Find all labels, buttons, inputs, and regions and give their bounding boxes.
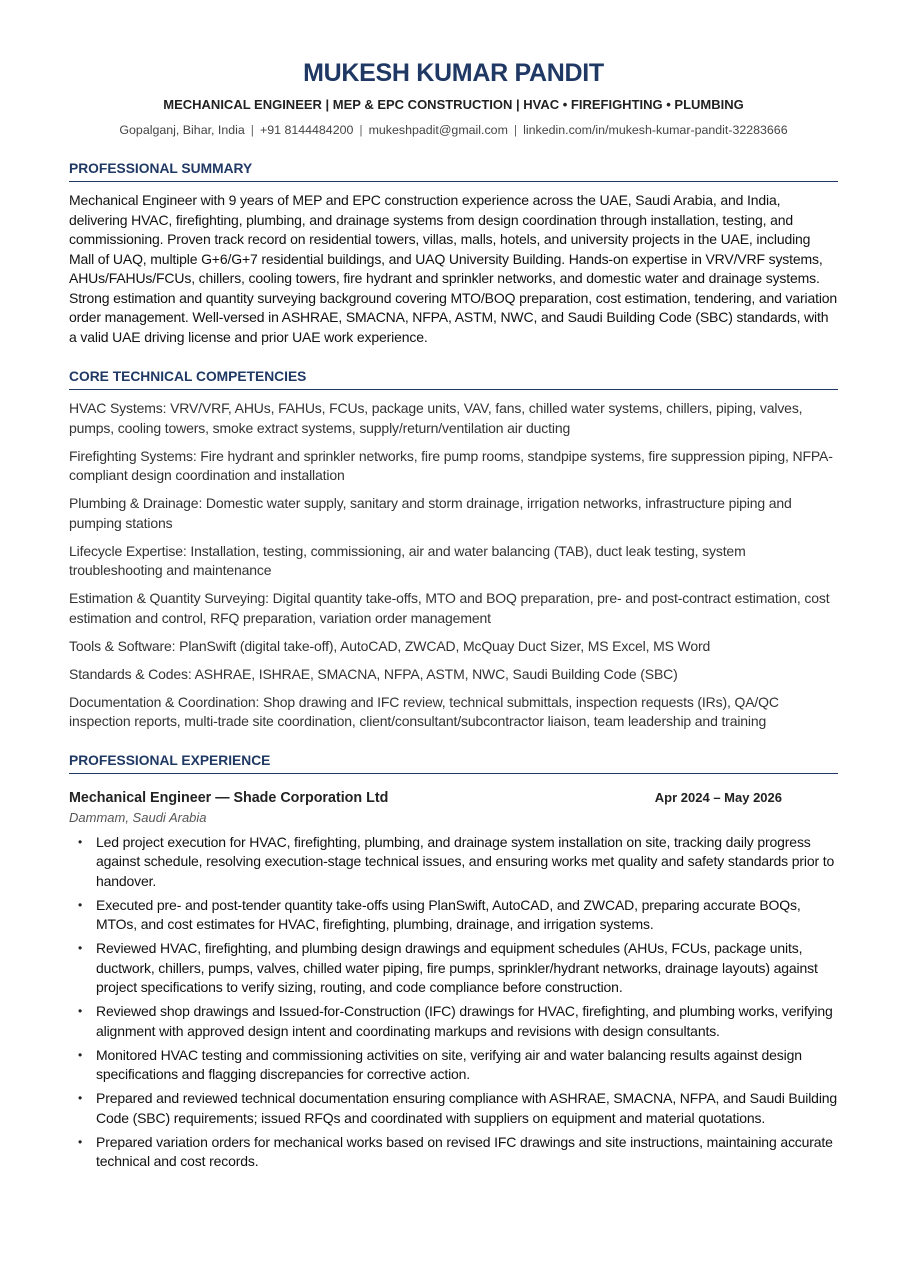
job-bullet-text: Led project execution for HVAC, firefighting, plumbing, and drainage system installation on site, tracking daily progress against schedule, resolving execution-stage technical issues, and ensuring works met quality and safety standards prior to handover. (96, 833, 835, 889)
job-title: Mechanical Engineer — Shade Corporation Ltd (69, 789, 389, 806)
bullet-icon: • (78, 1091, 83, 1105)
bullet-icon: • (78, 941, 83, 955)
competency-item: Plumbing & Drainage: Domestic water supply, sanitary and storm drainage, irrigation networks, infrastructure piping and pumping stations (69, 495, 792, 531)
competency-item: Standards & Codes: ASHRAE, ISHRAE, SMACNA, NFPA, ASTM, NWC, Saudi Building Code (SBC) (69, 665, 678, 682)
bullet-icon: • (78, 897, 83, 912)
job-bullet (69, 833, 838, 892)
job-bullet (69, 1002, 838, 1041)
job-bullet-text: Reviewed HVAC, firefighting, and plumbing design drawings and equipment schedules (AHUs, FCUs, package units, ductwork, chillers, pumps, valves, chilled water piping, fire pumps, sprinkler/hydrant networks, drainage layouts) against project specifications to verify sizing, routing, and code compliance before construction. (96, 940, 818, 995)
experience-heading: PROFESSIONAL EXPERIENCE (69, 752, 838, 774)
contact-location: Gopalganj, Bihar, India (119, 123, 245, 137)
job-bullet-text: Monitored HVAC testing and commissioning activities on site, verifying air and water balancing results against design specifications and flagging discrepancies for corrective action. (96, 1046, 802, 1082)
summary-text: Mechanical Engineer with 9 years of MEP and EPC construction experience across the UAE, Saudi Arabia, and India, delivering HVAC, firefighting, plumbing, and drainage systems from design coordination through installation, testing, and commissioning. Proven track record on residential towers, villas, malls, hotels, and university projects in the UAE, including Mall of UAQ, multiple G+6/G+7 residential buildings, and UAQ University Building. Hands-on expertise in VRV/VRF systems, AHUs/FAHUs/FCUs, chillers, cooling towers, fire hydrant and sprinkler networks, and domestic water and drainage systems. Strong estimation and quantity surveying background covering MTO/BOQ preparation, cost estimation, tendering, and variation order management. Well-versed in ASHRAE, SMACNA, NFPA, ASTM, NWC, and Saudi Building Code (SBC) standards, with a valid UAE driving license and prior UAE work experience. (69, 192, 838, 345)
bullet-icon: • (78, 834, 83, 849)
job-entry (69, 790, 838, 1172)
contact-linkedin[interactable]: linkedin.com/in/mukesh-kumar-pandit-32283666 (523, 123, 788, 137)
job-bullet (69, 1133, 838, 1172)
competency-item: Tools & Software: PlanSwift (digital take-off), AutoCAD, ZWCAD, McQuay Duct Sizer, MS Excel, MS Word (69, 637, 711, 654)
contact-line (69, 122, 838, 138)
summary-heading: PROFESSIONAL SUMMARY (69, 160, 838, 182)
competencies-list (69, 399, 838, 732)
job-bullet (69, 939, 838, 998)
competency-item: HVAC Systems: VRV/VRF, AHUs, FAHUs, FCUs, package units, VAV, fans, chilled water systems, chillers, piping, valves, pumps, cooling towers, smoke extract systems, supply/return/ventilation air ducting (69, 400, 803, 436)
job-bullet (69, 1089, 838, 1128)
job-dates: Apr 2024 – May 2026 (654, 789, 782, 805)
competency-item: Estimation & Quantity Surveying: Digital quantity take-offs, MTO and BOQ preparation, pre- and post-contract estimation, cost estimation and control, RFQ preparation, variation order management (69, 590, 830, 626)
candidate-name: MUKESH KUMAR PANDIT (303, 59, 604, 87)
job-bullet-text: Prepared variation orders for mechanical works based on revised IFC drawings and site instructions, maintaining accurate technical and cost records. (96, 1133, 833, 1169)
job-bullet-text: Reviewed shop drawings and Issued-for-Construction (IFC) drawings for HVAC, firefighting, and plumbing works, verifying alignment with approved design intent and coordinating markups and revisions with design consultants. (96, 1003, 833, 1039)
contact-phone: +91 8144484200 (260, 123, 354, 137)
contact-separator: | (359, 123, 363, 137)
job-bullet (69, 896, 838, 935)
competency-item: Lifecycle Expertise: Installation, testing, commissioning, air and water balancing (TAB), duct leak testing, system troubleshooting and maintenance (69, 542, 746, 578)
contact-separator: | (513, 123, 518, 137)
bullet-icon: • (78, 1004, 83, 1018)
competency-item: Firefighting Systems: Fire hydrant and sprinkler networks, fire pump rooms, standpipe systems, fire suppression piping, NFPA-compliant design coordination and installation (69, 447, 833, 483)
bullet-icon: • (78, 1047, 83, 1062)
job-header (69, 790, 838, 806)
professional-tagline: MECHANICAL ENGINEER | MEP & EPC CONSTRUCTION | HVAC • FIREFIGHTING • PLUMBING (163, 97, 744, 112)
job-bullet (69, 1046, 838, 1085)
bullet-icon: • (78, 1134, 83, 1149)
contact-separator: | (250, 123, 254, 137)
contact-email[interactable]: mukeshpadit@gmail.com (368, 123, 508, 137)
job-location: Dammam, Saudi Arabia (69, 809, 207, 825)
competency-item: Documentation & Coordination: Shop drawing and IFC review, technical submittals, inspection requests (IRs), QA/QC inspection reports, multi-trade site coordination, client/consultant/subcontractor liaison, team leadership and training (69, 693, 779, 729)
job-bullet-text: Prepared and reviewed technical documentation ensuring compliance with ASHRAE, SMACNA, NFPA, and Saudi Building Code (SBC) requirements; issued RFQs and coordinated with suppliers on equipment and material quotations. (96, 1090, 838, 1126)
job-bullets (69, 833, 838, 1172)
job-bullet-text: Executed pre- and post-tender quantity take-offs using PlanSwift, AutoCAD, and ZWCAD, preparing accurate BOQs, MTOs, and cost estimates for HVAC, firefighting, plumbing, drainage, and irrigation systems. (96, 896, 801, 932)
competencies-heading: CORE TECHNICAL COMPETENCIES (69, 368, 838, 390)
